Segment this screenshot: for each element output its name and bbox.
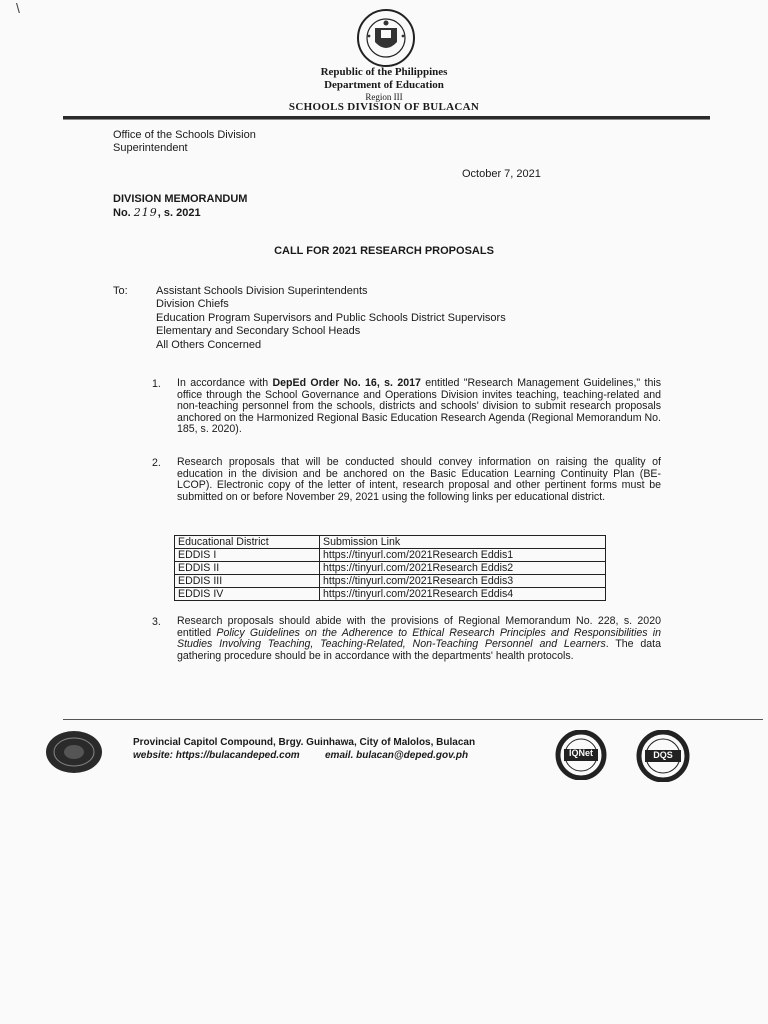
office-line-1: Office of the Schools Division	[113, 129, 256, 141]
submission-links-table	[174, 535, 606, 601]
memo-number-suffix: , s. 2021	[157, 207, 201, 219]
paragraph-1	[177, 378, 661, 436]
link-cell[interactable]: https://tinyurl.com/2021Research Eddis2	[320, 562, 606, 575]
paragraph-3-number: 3.	[152, 616, 161, 628]
paragraph-2-number: 2.	[152, 457, 161, 469]
memo-number-prefix: No.	[113, 207, 131, 219]
memo-date: October 7, 2021	[462, 168, 541, 180]
iqnet-certified-logo	[550, 730, 612, 780]
memo-number	[113, 206, 201, 219]
recipient: Assistant Schools Division Superintendents	[156, 285, 368, 297]
deped-order-reference: DepEd Order No. 16, s. 2017	[272, 377, 421, 389]
recipient: Division Chiefs	[156, 298, 229, 311]
recipient: Elementary and Secondary School Heads	[156, 325, 361, 338]
memo-title: CALL FOR 2021 RESEARCH PROPOSALS	[274, 245, 494, 257]
memo-number-handwritten: 219	[133, 206, 158, 219]
scan-mark: \	[16, 0, 20, 16]
recipient: All Others Concerned	[156, 338, 262, 351]
table-header-cell: Educational District	[175, 536, 320, 549]
table-header-cell: Submission Link	[320, 536, 606, 549]
memo-type: DIVISION MEMORANDUM	[113, 193, 248, 205]
to-label: To:	[113, 285, 128, 297]
district-cell: EDDIS I	[175, 549, 320, 562]
header-republic: Republic of the Philippines	[320, 66, 448, 78]
district-cell: EDDIS II	[175, 562, 320, 575]
policy-guidelines-title: Policy Guidelines on the Adherence to Ethical Research Principles and Responsibilities in Studies Involving Teaching, Teaching-Related, Non-Teaching Personnel and Learners	[177, 626, 661, 651]
dqs-label: DQS	[653, 750, 673, 760]
header-divider	[63, 116, 710, 120]
paragraph-1-text-b: entitled "Research Management Guidelines," this office through the School Governance and Operations Division invites teaching, teaching-related and non-teaching personnel from the schools, districts and schools' division to submit research proposals anchored on the Harmonized Regional Basic Education Research Agenda (Regional Memorandum No. 185, s. 2020).	[177, 377, 662, 436]
district-cell: EDDIS III	[175, 575, 320, 588]
recipient-list	[156, 285, 506, 352]
table-row	[175, 549, 606, 562]
footer-divider	[63, 719, 763, 720]
header-division: SCHOOLS DIVISION OF BULACAN	[288, 101, 480, 113]
office-name	[113, 129, 256, 155]
paragraph-3-text-b: . The data gathering procedure should be in accordance with the departments' health protocols.	[177, 638, 662, 662]
paragraph-3	[177, 616, 661, 662]
table-row	[175, 562, 606, 575]
link-cell[interactable]: https://tinyurl.com/2021Research Eddis1	[320, 549, 606, 562]
paragraph-2: Research proposals that will be conducted should convey information on raising the quality of education in the division and be anchored on the Basic Education Learning Continuity Plan (BE-LCOP). Electronic copy of the letter of intent, research proposal and other pertinent forms must be submitted on or before November 29, 2021 using the following links per educational district.	[177, 456, 661, 503]
link-cell[interactable]: https://tinyurl.com/2021Research Eddis3	[320, 575, 606, 588]
header-region: Region III	[365, 92, 403, 102]
deped-seal	[351, 8, 421, 68]
paragraph-1-text-a: In accordance with	[177, 377, 273, 389]
table-header-row	[175, 536, 606, 549]
district-cell: EDDIS IV	[175, 588, 320, 601]
dqs-certification-logo	[628, 730, 698, 782]
link-cell[interactable]: https://tinyurl.com/2021Research Eddis4	[320, 588, 606, 601]
table-row	[175, 575, 606, 588]
recipient: Education Program Supervisors and Public Schools District Supervisors	[156, 311, 506, 324]
paragraph-3-text-a: Research proposals should abide with the provisions of Regional Memorandum No. 228, s. 2020 entitled	[177, 615, 661, 639]
header-department: Department of Education	[324, 79, 444, 91]
footer-website[interactable]: website: https://bulacandeped.com	[133, 750, 300, 761]
office-line-2: Superintendent	[113, 142, 188, 154]
division-seal	[44, 730, 104, 774]
iqnet-label: IQNet	[568, 748, 593, 758]
paragraph-1-number: 1.	[152, 378, 161, 390]
footer-email[interactable]: email. bulacan@deped.gov.ph	[325, 750, 469, 761]
table-row	[175, 588, 606, 601]
footer-address: Provincial Capitol Compound, Brgy. Guinhawa, City of Malolos, Bulacan	[133, 737, 476, 748]
